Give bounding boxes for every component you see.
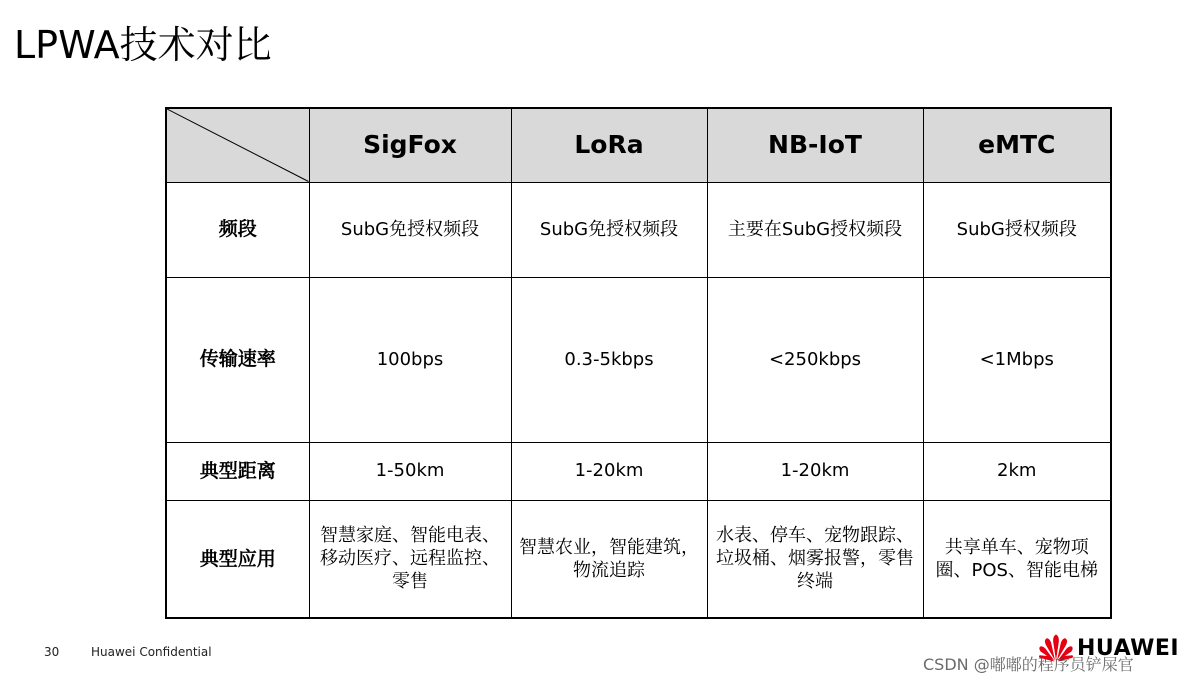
table-cell: 共享单车、宠物项圈、POS、智能电梯 [923,500,1111,618]
table-cell: 智慧家庭、智能电表、移动医疗、远程监控、零售 [309,500,511,618]
table-cell: SubG免授权频段 [309,182,511,277]
table-cell: SubG授权频段 [923,182,1111,277]
diagonal-corner-cell [166,108,309,182]
table-cell: 1-20km [511,442,707,500]
table-row-typical-distance [166,442,1111,500]
table-cell: 主要在SubG授权频段 [707,182,923,277]
logo-text: HUAWEI [1077,635,1180,661]
watermark: CSDN @嘟嘟的程序员铲屎官 [923,655,1134,674]
row-label: 典型距离 [166,442,309,500]
row-label: 典型应用 [166,500,309,618]
table-cell: 2km [923,442,1111,500]
column-header-emtc: eMTC [923,108,1111,182]
table-row-frequency-band [166,182,1111,277]
table-cell: 1-50km [309,442,511,500]
table-header-row [166,108,1111,182]
table-cell: 智慧农业，智能建筑，物流追踪 [511,500,707,618]
table-cell: 水表、停车、宠物跟踪、垃圾桶、烟雾报警，零售终端 [707,500,923,618]
table-cell: SubG免授权频段 [511,182,707,277]
table-row-typical-application [166,500,1111,618]
column-header-nb-iot: NB-IoT [707,108,923,182]
table-cell: 1-20km [707,442,923,500]
diagonal-line [167,109,309,182]
confidential-label: Huawei Confidential [91,645,212,659]
table-cell: 100bps [309,277,511,442]
table-cell: 0.3-5kbps [511,277,707,442]
comparison-table [165,107,1112,619]
table-cell: <1Mbps [923,277,1111,442]
table-cell: <250kbps [707,277,923,442]
column-header-sigfox: SigFox [309,108,511,182]
slide-title: LPWA技术对比 [14,23,272,67]
row-label: 传输速率 [166,277,309,442]
page-number: 30 [44,645,60,659]
table-row-transmission-rate [166,277,1111,442]
row-label: 频段 [166,182,309,277]
column-header-lora: LoRa [511,108,707,182]
